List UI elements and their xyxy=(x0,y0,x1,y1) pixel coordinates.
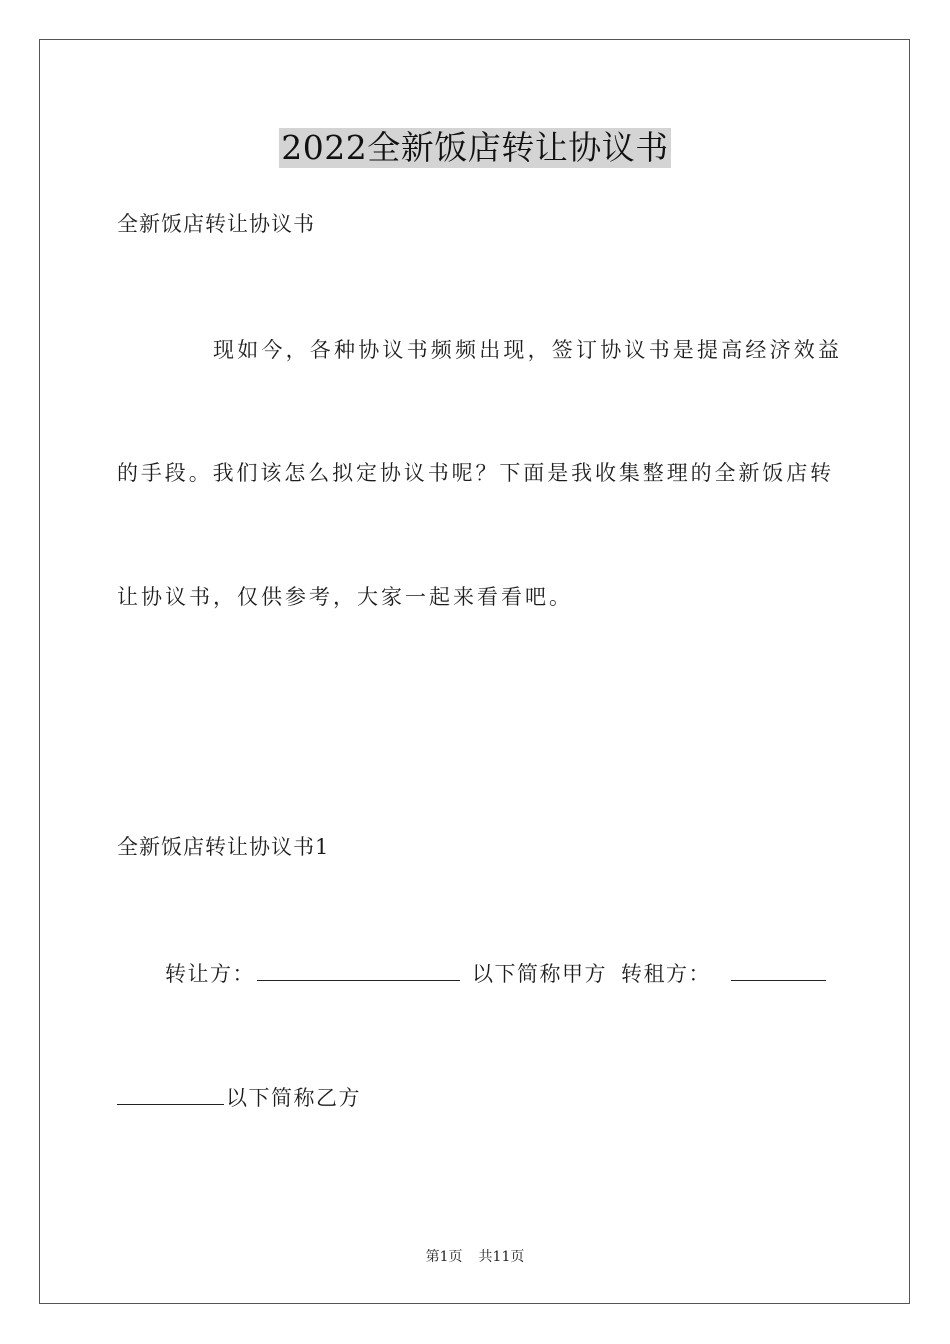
intro-paragraph-line-3: 让协议书，仅供参考，大家一起来看看吧。 xyxy=(117,585,573,609)
intro-paragraph-line-2: 的手段。我们该怎么拟定协议书呢？下面是我收集整理的全新饭店转 xyxy=(117,461,834,485)
transferor-blank-line xyxy=(257,956,460,981)
parties-row-1 xyxy=(165,956,826,989)
title-container xyxy=(0,128,950,168)
lessee-label: 转租方： xyxy=(621,962,711,986)
page-footer xyxy=(0,1247,950,1267)
document-subtitle: 全新饭店转让协议书 xyxy=(117,212,315,236)
transferor-label: 转让方： xyxy=(165,962,255,986)
page-number-current: 第1页 xyxy=(425,1249,463,1265)
transferor-suffix: 以下简称甲方 xyxy=(472,962,607,986)
section-heading: 全新饭店转让协议书1 xyxy=(117,835,330,859)
document-title: 2022全新饭店转让协议书 xyxy=(281,128,669,167)
parties-row-2 xyxy=(117,1080,361,1113)
page-number-total: 共11页 xyxy=(478,1249,525,1265)
intro-paragraph-line-1: 现如今，各种协议书频频出现，签订协议书是提高经济效益 xyxy=(213,338,843,362)
lessee-suffix: 以下简称乙方 xyxy=(226,1086,361,1110)
lessee-blank-line-continued xyxy=(117,1080,224,1105)
lessee-blank-line xyxy=(731,956,826,981)
